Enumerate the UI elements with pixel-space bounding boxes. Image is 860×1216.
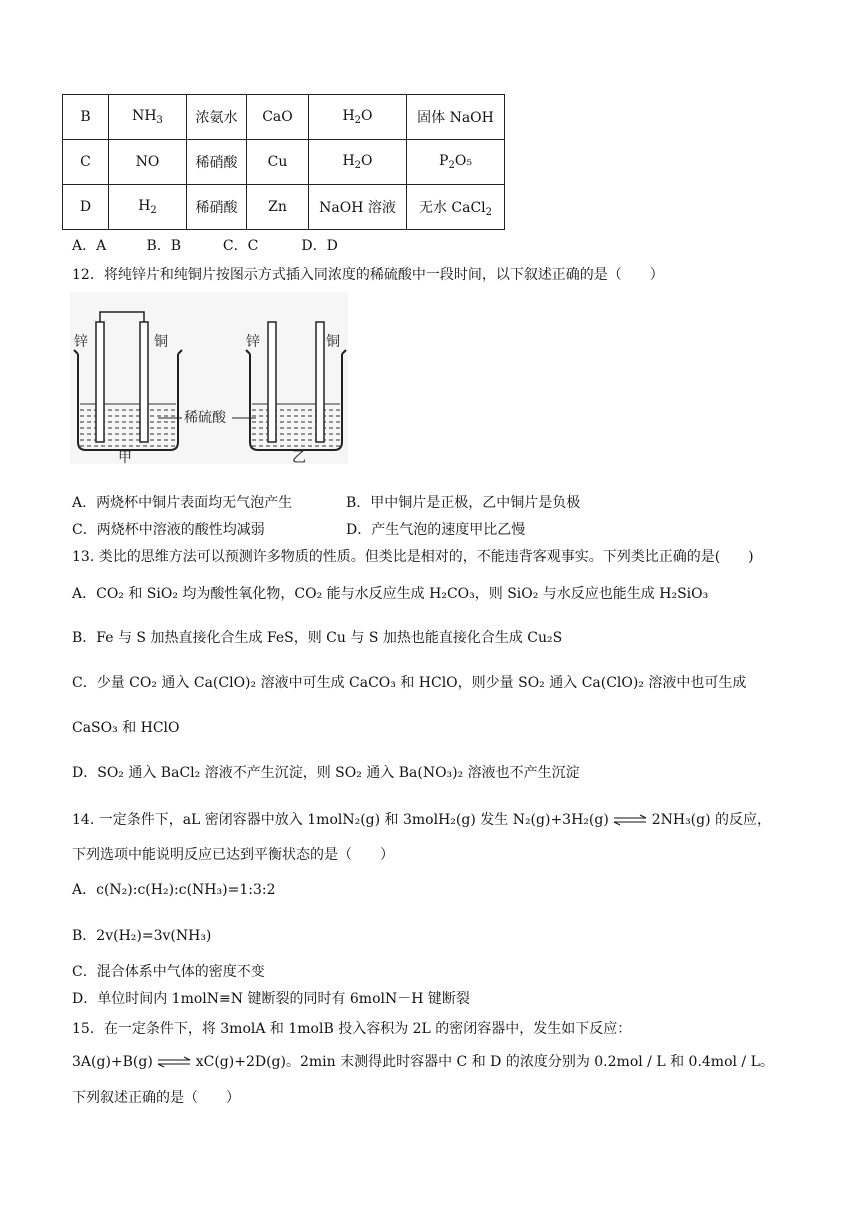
q12-option-d[interactable]: D．产生气泡的速度甲比乙慢 bbox=[346, 522, 526, 538]
solid-cell: Cu bbox=[247, 140, 309, 185]
choice-d[interactable]: D．D bbox=[301, 238, 338, 254]
choice-b[interactable]: B．B bbox=[146, 238, 182, 254]
row-label: D bbox=[63, 185, 109, 230]
q15-stem-line1: 15．在一定条件下，将 3molA 和 1molB 投入容积为 2L 的密闭容器中，发生如下反应： bbox=[72, 1021, 632, 1037]
q15-stem-line2: 3A(g)+B(g) xC(g)+2D(g)。2min 末测得此时容器中 C 和 D 的浓度分别为 0.2mol / L 和 0.4mol / L。 bbox=[72, 1054, 774, 1070]
solid-cell: Zn bbox=[247, 185, 309, 230]
q12-stem: 12．将纯锌片和纯铜片按图示方式插入同浓度的稀硫酸中一段时间，以下叙述正确的是（ ） bbox=[72, 267, 664, 283]
label-zinc-right: 锌 bbox=[246, 334, 260, 350]
q14-option-b[interactable]: B．2v(H₂)=3v(NH₃) bbox=[72, 928, 212, 944]
label-yi: 乙 bbox=[292, 450, 306, 464]
equilibrium-arrow-icon bbox=[613, 814, 647, 826]
dryer-cell: $P_2O_5$ bbox=[407, 140, 505, 185]
reagent-cell: 稀硝酸 bbox=[187, 140, 247, 185]
q11-choices bbox=[72, 236, 338, 256]
row-label: C bbox=[63, 140, 109, 185]
q13-stem: 13. 类比的思维方法可以预测许多物质的性质。但类比是相对的，不能违背客观事实。下列类比正确的是( ) bbox=[72, 549, 754, 565]
dryer-cell: 固体 NaOH bbox=[407, 95, 505, 140]
q14-stem-line1: 14. 一定条件下，aL 密闭容器中放入 1molN₂(g) 和 3molH₂(g) 发生 N₂(g)+3H₂(g) 2NH₃(g) 的反应， bbox=[72, 812, 772, 828]
equilibrium-arrow-icon bbox=[157, 1056, 191, 1068]
q13-option-b[interactable]: B．Fe 与 S 加热直接化合生成 FeS，则 Cu 与 S 加热也能直接化合生成 Cu₂S bbox=[72, 630, 563, 646]
label-copper-right: 铜 bbox=[326, 334, 340, 350]
reagent-cell: 稀硝酸 bbox=[187, 185, 247, 230]
beaker-figure bbox=[70, 292, 348, 464]
q13-option-c-cont: CaSO₃ 和 HClO bbox=[72, 720, 180, 736]
label-acid: 稀硫酸 bbox=[184, 410, 226, 426]
q11-table bbox=[62, 94, 505, 230]
q15-stem-line3: 下列叙述正确的是（ ） bbox=[72, 1090, 240, 1106]
q13-option-c[interactable]: C．少量 CO₂ 通入 Ca(ClO)₂ 溶液中可生成 CaCO₃ 和 HClO，则少量 SO₂ 通入 Ca(ClO)₂ 溶液中也可生成 bbox=[72, 675, 747, 691]
gas-cell: $H_2$ bbox=[109, 185, 187, 230]
q14-option-c[interactable]: C．混合体系中气体的密度不变 bbox=[72, 964, 265, 980]
dryer-cell: 无水 CaCl$_2$ bbox=[407, 185, 505, 230]
q14-option-d[interactable]: D．单位时间内 1molN≡N 键断裂的同时有 6molN－H 键断裂 bbox=[72, 991, 470, 1007]
absorber-cell: NaOH 溶液 bbox=[309, 185, 407, 230]
q13-option-d[interactable]: D．SO₂ 通入 BaCl₂ 溶液不产生沉淀，则 SO₂ 通入 Ba(NO₃)₂ 溶液也不产生沉淀 bbox=[72, 765, 580, 781]
q13-option-a[interactable]: A．CO₂ 和 SiO₂ 均为酸性氧化物，CO₂ 能与水反应生成 H₂CO₃，则 SiO₂ 与水反应也能生成 H₂SiO₃ bbox=[72, 586, 709, 602]
q14-option-a[interactable]: A．c(N₂):c(H₂):c(NH₃)=1:3:2 bbox=[72, 882, 276, 898]
q14-stem-line2: 下列选项中能说明反应已达到平衡状态的是（ ） bbox=[72, 847, 394, 863]
reagent-cell: 浓氨水 bbox=[187, 95, 247, 140]
choice-c[interactable]: C．C bbox=[222, 238, 259, 254]
label-jia: 甲 bbox=[118, 450, 132, 464]
table-row bbox=[63, 140, 505, 185]
solid-cell: CaO bbox=[247, 95, 309, 140]
choice-a[interactable]: A．A bbox=[72, 238, 107, 254]
q12-option-c[interactable]: C．两烧杯中溶液的酸性均减弱 bbox=[72, 522, 265, 538]
table-row bbox=[63, 95, 505, 140]
absorber-cell: $H_2O$ bbox=[309, 95, 407, 140]
table-row bbox=[63, 185, 505, 230]
label-zinc-left: 锌 bbox=[74, 334, 88, 350]
gas-cell: NO bbox=[109, 140, 187, 185]
q12-option-b[interactable]: B．甲中铜片是正极，乙中铜片是负极 bbox=[346, 495, 581, 511]
absorber-cell: $H_2O$ bbox=[309, 140, 407, 185]
row-label: B bbox=[63, 95, 109, 140]
gas-cell: $NH_3$ bbox=[109, 95, 187, 140]
label-copper-left: 铜 bbox=[154, 334, 168, 350]
q12-option-a[interactable]: A．两烧杯中铜片表面均无气泡产生 bbox=[72, 495, 293, 511]
